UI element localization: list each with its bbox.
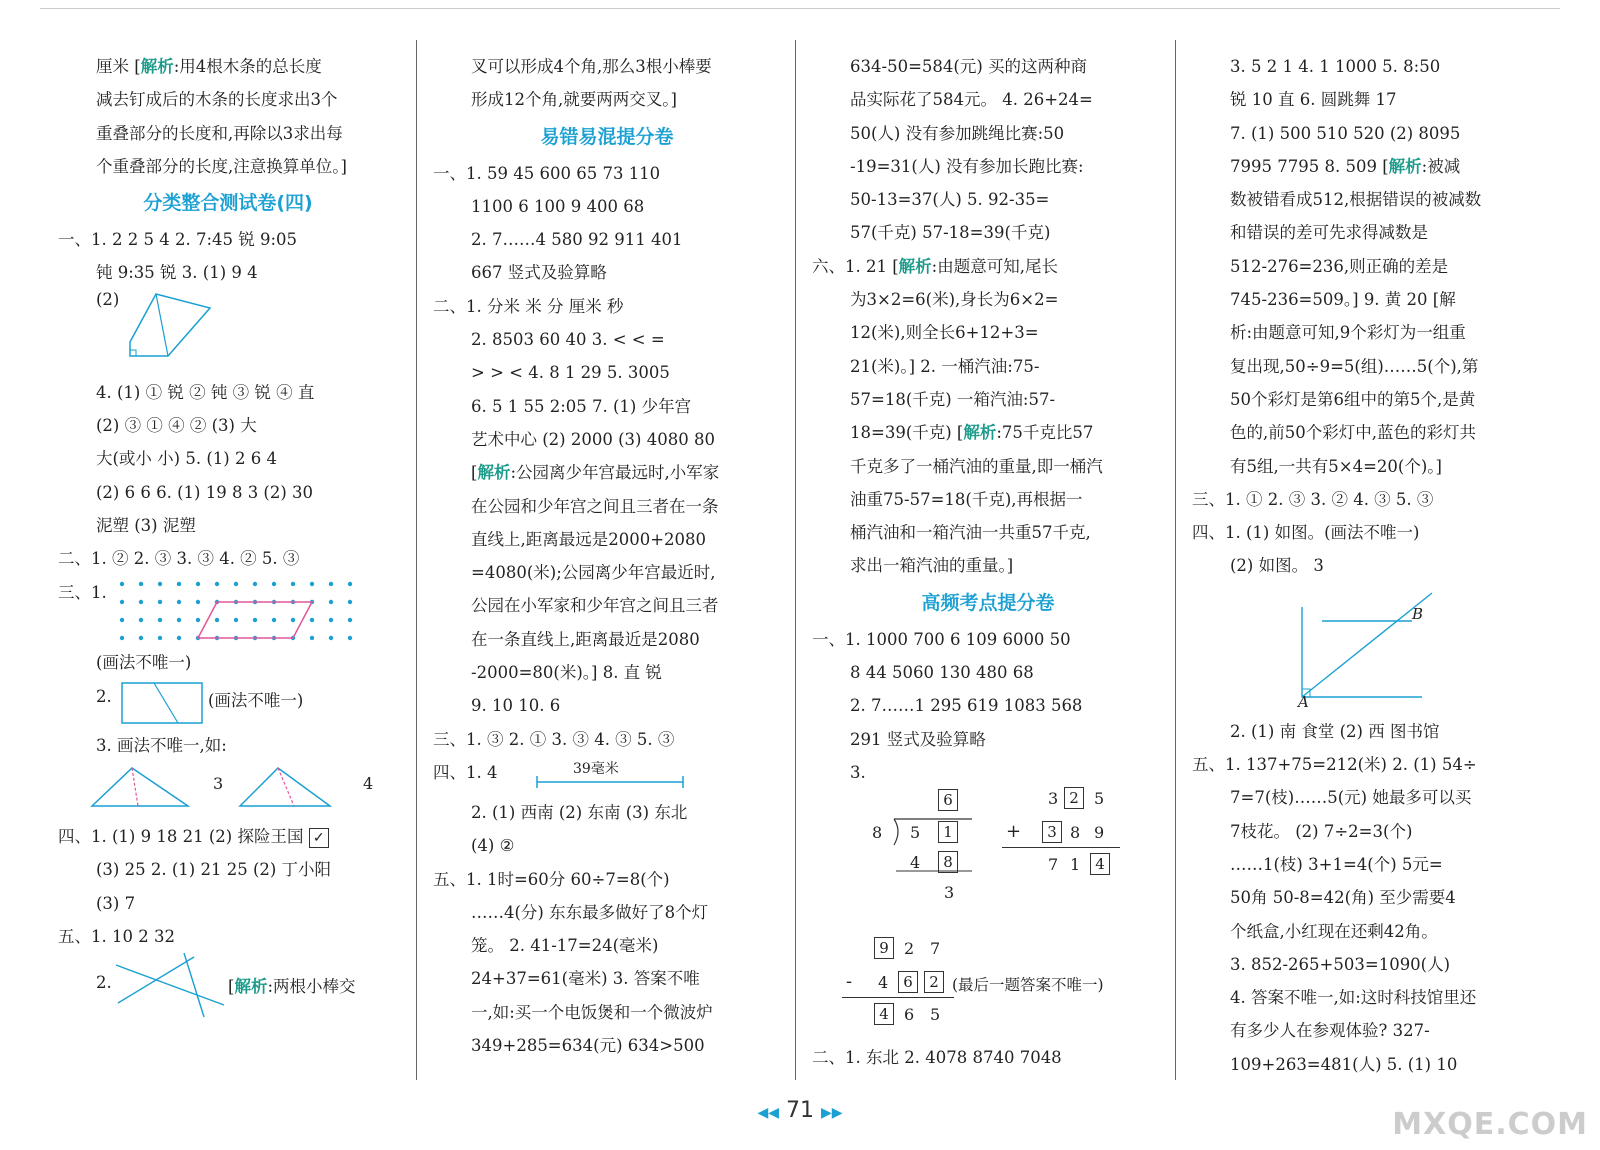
section-title: 分类整合测试卷(四) bbox=[143, 192, 313, 215]
answer-box: 4 bbox=[1090, 853, 1110, 875]
grid-dot bbox=[177, 599, 181, 603]
dot-grid-figure bbox=[58, 576, 398, 646]
text-line: -2000=80(米)。] 8. 直 锐 bbox=[471, 663, 662, 683]
grid-dot bbox=[196, 617, 200, 621]
grid-dot bbox=[310, 617, 314, 621]
answer-box: 6 bbox=[898, 971, 918, 993]
grid-dot bbox=[158, 599, 162, 603]
text-line: 桶汽油和一箱汽油一共重57千克, bbox=[850, 523, 1091, 543]
text-line: (2) 6 6 6. (1) 19 8 3 (2) 30 bbox=[96, 482, 314, 502]
text-line: 笼。 2. 41-17=24(毫米) bbox=[471, 936, 659, 956]
answer-box: 6 bbox=[938, 789, 958, 811]
answer-column-4 bbox=[1192, 50, 1544, 1081]
grid-dot bbox=[253, 617, 257, 621]
text-line: ……1(枝) 3+1=4(个) 5元= bbox=[1230, 854, 1443, 874]
text-line: [解析:公园离少年宫最远时,小军家 bbox=[471, 463, 720, 483]
watermark: MXQE.COM bbox=[1392, 1107, 1588, 1142]
three-crossing-sticks bbox=[114, 953, 234, 1019]
column-divider bbox=[795, 40, 796, 1080]
text-line: 厘米 [解析:用4根木条的总长度 bbox=[96, 57, 322, 76]
text-line: (2) bbox=[96, 289, 120, 309]
grid-dot bbox=[329, 599, 333, 603]
page-number: 71 bbox=[786, 1098, 814, 1123]
text-line: (4) ② bbox=[471, 836, 515, 856]
checkbox-checked: ✓ bbox=[309, 828, 329, 848]
difference-line bbox=[842, 997, 954, 998]
text-line: > > < 4. 8 1 29 5. 3005 bbox=[471, 363, 670, 383]
text-line: 2. 7……4 580 92 911 401 bbox=[471, 230, 683, 250]
section-title: 易错易混提分卷 bbox=[540, 125, 674, 148]
grid-dot bbox=[215, 581, 219, 585]
text-line: 为3×2=6(米),身长为6×2= bbox=[850, 290, 1059, 310]
long-division bbox=[872, 789, 992, 909]
digit: 9 bbox=[1094, 823, 1105, 843]
answer-box: 2 bbox=[1064, 787, 1084, 809]
answer-box: 4 bbox=[874, 1003, 894, 1025]
pentagon-diagram bbox=[118, 290, 318, 376]
text-line: 五、1. 10 2 32 bbox=[58, 927, 175, 947]
text-line: 千克多了一桶汽油的重量,即一桶汽 bbox=[850, 456, 1103, 476]
text-line: 数被错看成512,根据错误的被减数 bbox=[1230, 190, 1482, 210]
grid-dot bbox=[177, 617, 181, 621]
minus-sign: - bbox=[846, 971, 853, 993]
text-line: 品实际花了584元。 4. 26+24= bbox=[850, 90, 1093, 110]
grid-dot bbox=[234, 581, 238, 585]
point-label: A bbox=[1298, 692, 1309, 711]
digit: 6 bbox=[904, 1005, 915, 1025]
grid-dot bbox=[310, 581, 314, 585]
digit: 7 bbox=[930, 939, 941, 959]
text-line: 一、1. 2 2 5 4 2. 7:45 锐 9:05 bbox=[58, 230, 298, 250]
text-line: (3) 7 bbox=[96, 893, 136, 913]
digit: 7 bbox=[1048, 855, 1059, 875]
perpendicular-figure bbox=[1192, 583, 1544, 715]
text-line: 3. 5 2 1 4. 1 1000 5. 8:50 bbox=[1230, 57, 1441, 76]
text-line: 57=18(千克) 一箱汽油:57- bbox=[850, 389, 1056, 409]
text-line: 三、1. ① 2. ③ 3. ② 4. ③ 5. ③ bbox=[1192, 489, 1434, 509]
grid-dot bbox=[348, 635, 352, 639]
grid-dot bbox=[139, 635, 143, 639]
digit: 5 bbox=[910, 823, 921, 843]
line-segment bbox=[533, 766, 693, 796]
grid-dot bbox=[348, 617, 352, 621]
text-line: 8 44 5060 130 480 68 bbox=[850, 663, 1034, 683]
text-line: 50(人) 没有参加跳绳比赛:50 bbox=[850, 123, 1065, 143]
text-line: 2. bbox=[96, 973, 112, 993]
text-line: 3. 852-265+503=1090(人) bbox=[1230, 954, 1451, 974]
division-bracket bbox=[886, 813, 986, 873]
plus-sign: + bbox=[1006, 821, 1022, 843]
text-line: 7枝花。 (2) 7÷2=3(个) bbox=[1230, 821, 1413, 841]
text-line: 109+263=481(人) 5. (1) 10 bbox=[1230, 1054, 1458, 1074]
text-line: 四、1. 4 bbox=[433, 762, 498, 782]
text: 四、1. (1) 9 18 21 (2) 探险王国 bbox=[58, 827, 304, 847]
text-line: 叉可以形成4个角,那么3根小棒要 bbox=[471, 57, 712, 76]
text-line: 有多少人在参观体验? 327- bbox=[1230, 1021, 1430, 1041]
note: (最后一题答案不唯一) bbox=[952, 976, 1104, 995]
digit: 1 bbox=[1070, 855, 1081, 875]
text-line: 形成12个角,就要两两交叉。] bbox=[471, 90, 677, 110]
grid-dot bbox=[120, 617, 124, 621]
prev-arrows-icon: ◀◀ bbox=[757, 1105, 779, 1121]
text-line: 六、1. 21 [解析:由题意可知,尾长 bbox=[812, 256, 1058, 276]
grid-dot bbox=[196, 599, 200, 603]
answer-column-2 bbox=[433, 50, 781, 1062]
text-line: 50个彩灯是第6组中的第5个,是黄 bbox=[1230, 389, 1476, 409]
text-line: 1100 6 100 9 400 68 bbox=[471, 196, 645, 216]
grid-dot bbox=[329, 635, 333, 639]
digit: 2 bbox=[904, 939, 915, 959]
analysis-text: [解析:两根小棒交 bbox=[228, 977, 356, 997]
answer-column-3 bbox=[812, 50, 1164, 1075]
divisor: 8 bbox=[872, 823, 883, 843]
grid-dot bbox=[120, 599, 124, 603]
text-line: 在公园和少年宫之间且三者在一条 bbox=[471, 496, 719, 516]
divided-rectangle bbox=[118, 679, 218, 729]
grid-dot bbox=[196, 581, 200, 585]
text-line: 泥塑 (3) 泥塑 bbox=[96, 515, 196, 535]
text-line: 512-276=236,则正确的差是 bbox=[1230, 256, 1449, 276]
text-line: 油重75-57=18(千克),再根据一 bbox=[850, 489, 1083, 509]
text-line: 2. bbox=[96, 686, 112, 706]
text-line: 2. 7……1 295 619 1083 568 bbox=[850, 696, 1083, 716]
text-line: 五、1. 137+75=212(米) 2. (1) 54÷ bbox=[1192, 755, 1477, 775]
ruler-figure bbox=[433, 756, 781, 796]
grid-dot bbox=[158, 581, 162, 585]
text-line: 57(千克) 57-18=39(千克) bbox=[850, 223, 1051, 243]
digit: 5 bbox=[1094, 789, 1105, 809]
digit: 3 bbox=[1048, 789, 1059, 809]
text-line: 二、1. 分米 米 分 厘米 秒 bbox=[433, 296, 624, 316]
text-line: 7995 7795 8. 509 [解析:被减 bbox=[1230, 156, 1461, 176]
text-line: 4. (1) ① 锐 ② 钝 ③ 锐 ④ 直 bbox=[96, 382, 315, 402]
grid-dot bbox=[310, 635, 314, 639]
vertical-subtraction bbox=[812, 937, 1164, 1037]
text-line: 634-50=584(元) 买的这两种商 bbox=[850, 57, 1088, 76]
digit: 8 bbox=[1070, 823, 1081, 843]
text-line: (2) ③ ① ④ ② (3) 大 bbox=[96, 416, 257, 436]
grid-dot bbox=[177, 581, 181, 585]
note: (画法不唯一) bbox=[208, 690, 304, 710]
text-line: -19=31(人) 没有参加长跑比赛: bbox=[850, 156, 1084, 176]
answer-column-1 bbox=[58, 50, 398, 1019]
text-line: 50-13=37(人) 5. 92-35= bbox=[850, 190, 1050, 210]
text-line: 个重叠部分的长度,注意换算单位。] bbox=[96, 156, 347, 176]
text-line: 291 竖式及验算略 bbox=[850, 729, 986, 749]
pentagon-figure bbox=[58, 290, 398, 376]
text-line: ……4(分) 东东最多做好了8个灯 bbox=[471, 902, 709, 922]
text-line: 12(米),则全长6+12+3= bbox=[850, 323, 1039, 343]
digit: 4 bbox=[878, 973, 889, 993]
answer-box: 2 bbox=[924, 971, 944, 993]
text-line: 求出一箱汽油的重量。] bbox=[850, 556, 1014, 576]
grid-dot bbox=[291, 581, 295, 585]
text-line: 2. (1) 南 食堂 (2) 西 图书馆 bbox=[1230, 721, 1440, 741]
text-line: 一,如:买一个电饭煲和一个微波炉 bbox=[471, 1002, 713, 1022]
note: (画法不唯一) bbox=[96, 652, 192, 672]
text-line: 一、1. 1000 700 6 109 6000 50 bbox=[812, 629, 1071, 649]
text-line: 349+285=634(元) 634>500 bbox=[471, 1036, 705, 1056]
grid-dot bbox=[120, 581, 124, 585]
text-line: 大(或小 小) 5. (1) 2 6 4 bbox=[96, 449, 277, 469]
column-divider bbox=[416, 40, 417, 1080]
text-line: 7. (1) 500 510 520 (2) 8095 bbox=[1230, 123, 1461, 143]
grid-dot bbox=[348, 599, 352, 603]
crossing-sticks-figure bbox=[58, 953, 398, 1019]
vertical-calculations bbox=[812, 789, 1164, 937]
grid-dot bbox=[329, 617, 333, 621]
text-line: 直线上,距离最远是2000+2080 bbox=[471, 529, 707, 549]
column-divider bbox=[1175, 40, 1176, 1080]
text-line: 6. 5 1 55 2:05 7. (1) 少年宫 bbox=[471, 396, 692, 416]
triangles-with-heights bbox=[88, 762, 408, 812]
text-line: 复出现,50÷9=5(组)……5(个),第 bbox=[1230, 356, 1479, 376]
grid-dot bbox=[215, 617, 219, 621]
text-line bbox=[58, 820, 398, 853]
text-line: 7=7(枝)……5(元) 她最多可以买 bbox=[1230, 788, 1472, 808]
text-line: 4. 答案不唯一,如:这时科技馆里还 bbox=[1230, 988, 1477, 1008]
vertical-addition bbox=[1002, 787, 1132, 907]
grid-dot bbox=[272, 581, 276, 585]
text-line: 二、1. 东北 2. 4078 8740 7048 bbox=[812, 1048, 1062, 1068]
point-label: B bbox=[1412, 604, 1424, 623]
text-line: 9. 10 10. 6 bbox=[471, 696, 561, 716]
dot-grid-parallelogram bbox=[118, 580, 378, 650]
grid-dot bbox=[253, 581, 257, 585]
text-line: 四、1. (1) 如图。(画法不唯一) bbox=[1192, 523, 1420, 543]
top-rule bbox=[40, 8, 1560, 9]
grid-dot bbox=[139, 599, 143, 603]
text-line: 18=39(千克) [解析:75千克比57 bbox=[850, 423, 1094, 443]
text-line: 五、1. 1时=60分 60÷7=8(个) bbox=[433, 869, 670, 889]
text-line: (3) 25 2. (1) 21 25 (2) 丁小阳 bbox=[96, 860, 332, 880]
triangles-figure bbox=[58, 762, 398, 812]
label: 4 bbox=[363, 774, 374, 794]
page-number-footer bbox=[0, 1098, 1600, 1123]
text-line: 析:由题意可知,9个彩灯为一组重 bbox=[1230, 323, 1466, 343]
text-line: 2. (1) 西南 (2) 东南 (3) 东北 bbox=[471, 802, 688, 822]
answer-box: 1 bbox=[938, 821, 958, 843]
label: 3 bbox=[213, 774, 224, 794]
text-line: 50角 50-8=42(角) 至少需要4 bbox=[1230, 888, 1456, 908]
text-line: 三、1. ③ 2. ① 3. ③ 4. ③ 5. ③ bbox=[433, 729, 675, 749]
text-line: =4080(米);公园离少年宫最近时, bbox=[471, 563, 716, 583]
text-line: 色的,前50个彩灯中,蓝色的彩灯共 bbox=[1230, 423, 1476, 443]
text-line: 有5组,一共有5×4=20(个)。] bbox=[1230, 456, 1442, 476]
text-line: 个纸盒,小红现在还剩42角。 bbox=[1230, 921, 1438, 941]
text-line: 667 竖式及验算略 bbox=[471, 263, 607, 283]
text-line: 24+37=61(毫米) 3. 答案不唯 bbox=[471, 969, 700, 989]
text-line: 减去钉成后的木条的长度求出3个 bbox=[96, 90, 338, 110]
text-line: 艺术中心 (2) 2000 (3) 4080 80 bbox=[471, 429, 715, 449]
answer-box: 3 bbox=[1042, 821, 1062, 843]
grid-dot bbox=[158, 635, 162, 639]
grid-dot bbox=[329, 581, 333, 585]
text-line: 21(米)。] 2. 一桶汽油:75- bbox=[850, 356, 1040, 376]
grid-dot bbox=[272, 617, 276, 621]
text-line: 2. 8503 60 40 3. < < = bbox=[471, 330, 665, 350]
grid-dot bbox=[234, 617, 238, 621]
digit: 4 bbox=[910, 853, 921, 873]
grid-dot bbox=[120, 635, 124, 639]
text-line: 重叠部分的长度和,再除以3求出每 bbox=[96, 123, 343, 143]
sum-line bbox=[1002, 847, 1120, 848]
text-line: 3. bbox=[850, 762, 866, 782]
text-line: 钝 9:35 锐 3. (1) 9 4 bbox=[96, 263, 258, 283]
text-line: 一、1. 59 45 600 65 73 110 bbox=[433, 163, 661, 183]
rectangle-figure bbox=[58, 679, 398, 729]
text-line: 锐 10 直 6. 圆跳舞 17 bbox=[1230, 90, 1397, 110]
grid-dot bbox=[348, 581, 352, 585]
answer-box: 8 bbox=[938, 851, 958, 873]
text-line: 三、1. bbox=[58, 582, 107, 602]
section-title: 高频考点提分卷 bbox=[921, 591, 1055, 614]
text-line: (2) 如图。 3 bbox=[1230, 556, 1324, 576]
grid-dot bbox=[291, 617, 295, 621]
grid-dot bbox=[139, 617, 143, 621]
grid-dot bbox=[139, 581, 143, 585]
ruler-label: 39毫米 bbox=[573, 760, 619, 777]
text-line: 在一条直线上,距离最近是2080 bbox=[471, 629, 700, 649]
text-line: 745-236=509。] 9. 黄 20 [解 bbox=[1230, 290, 1456, 310]
grid-dot bbox=[177, 635, 181, 639]
next-arrows-icon: ▶▶ bbox=[821, 1105, 843, 1121]
text-line: 公园在小军家和少年宫之间且三者 bbox=[471, 596, 719, 616]
text-line: 二、1. ② 2. ③ 3. ③ 4. ② 5. ③ bbox=[58, 549, 300, 569]
digit: 5 bbox=[930, 1005, 941, 1025]
answer-box: 9 bbox=[874, 937, 894, 959]
grid-dot bbox=[158, 617, 162, 621]
digit: 3 bbox=[944, 883, 955, 903]
text-line: 3. 画法不唯一,如: bbox=[96, 735, 227, 755]
text-line: 和错误的差可先求得减数是 bbox=[1230, 223, 1428, 243]
